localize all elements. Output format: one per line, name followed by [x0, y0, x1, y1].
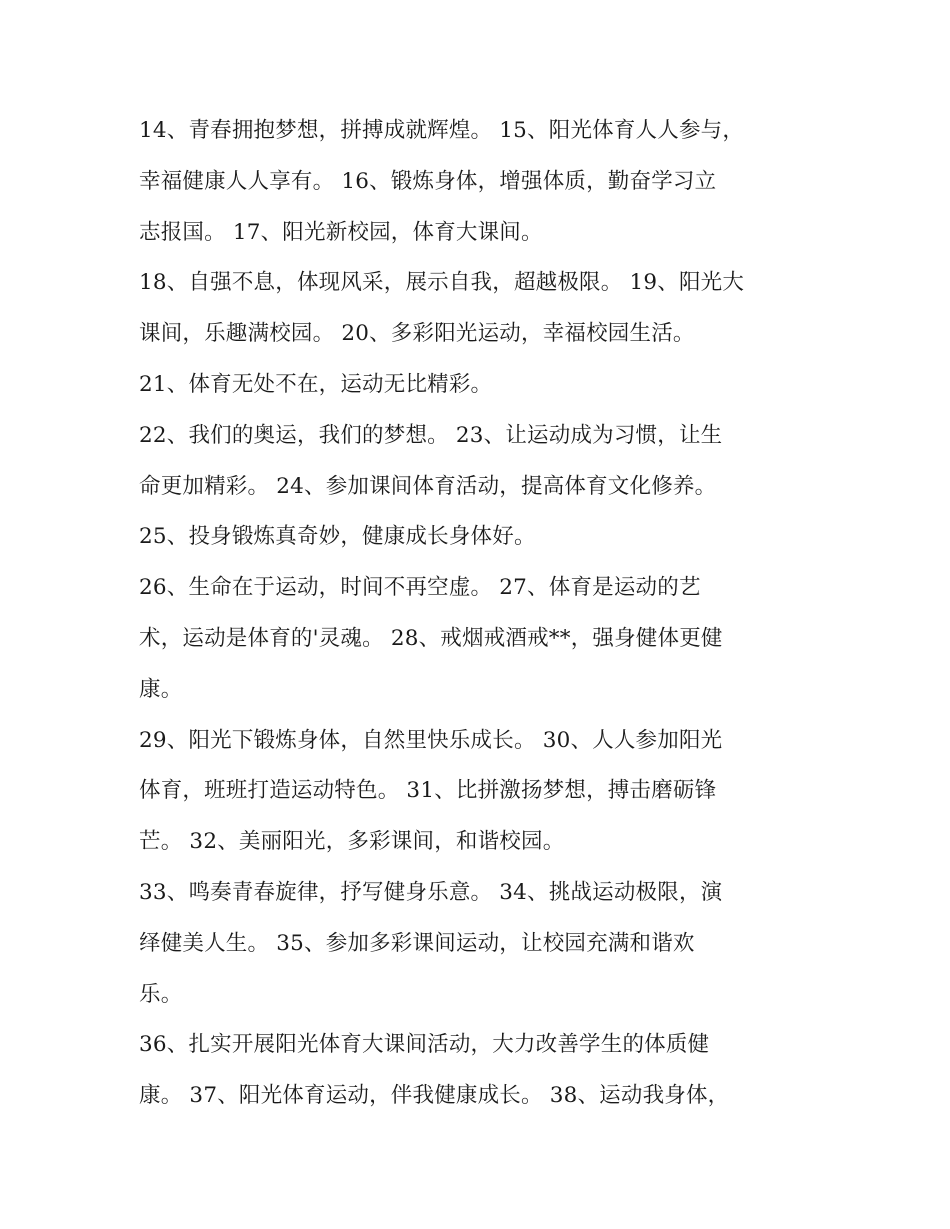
text-line: 25、投身锻炼真奇妙，健康成长身体好。 [139, 524, 536, 550]
slogan-text-body [139, 106, 819, 1122]
text-line: 课间，乐趣满校园。 20、多彩阳光运动，幸福校园生活。 [139, 321, 695, 347]
text-line: 18、自强不息，体现风采，展示自我，超越极限。 19、阳光大 [139, 270, 745, 296]
text-line: 命更加精彩。 24、参加课间体育活动，提高体育文化修养。 [139, 473, 717, 499]
text-line: 14、青春拥抱梦想，拼搏成就辉煌。 15、阳光体育人人参与， [139, 118, 745, 143]
text-line: 26、生命在于运动，时间不再空虚。 27、体育是运动的艺 [139, 575, 701, 601]
text-line: 乐。 [139, 981, 183, 1007]
text-line: 志报国。 17、阳光新校园，体育大课间。 [139, 219, 543, 245]
text-line: 术，运动是体育的'灵魂。 28、戒烟戒酒戒**，强身健体更健 [139, 625, 723, 651]
text-line: 22、我们的奥运，我们的梦想。 23、让运动成为习惯，让生 [139, 422, 723, 448]
text-line: 康。 37、阳光体育运动，伴我健康成长。 38、运动我身体， [139, 1083, 730, 1109]
text-line: 29、阳光下锻炼身体，自然里快乐成长。 30、人人参加阳光 [139, 727, 723, 753]
text-line: 康。 [139, 676, 183, 702]
text-line: 36、扎实开展阳光体育大课间活动，大力改善学生的体质健 [139, 1032, 710, 1058]
text-line: 21、体育无处不在，运动无比精彩。 [139, 371, 493, 397]
text-line: 绎健美人生。 35、参加多彩课间运动，让校园充满和谐欢 [139, 930, 695, 956]
text-line: 芒。 32、美丽阳光，多彩课间，和谐校园。 [139, 829, 565, 855]
text-line: 幸福健康人人享有。 16、锻炼身体，增强体质，勤奋学习立 [139, 168, 717, 194]
text-line: 33、鸣奏青春旋律，抒写健身乐意。 34、挑战运动极限，演 [139, 879, 723, 905]
text-line: 体育，班班打造运动特色。 31、比拼激扬梦想，搏击磨砺锋 [139, 778, 717, 804]
